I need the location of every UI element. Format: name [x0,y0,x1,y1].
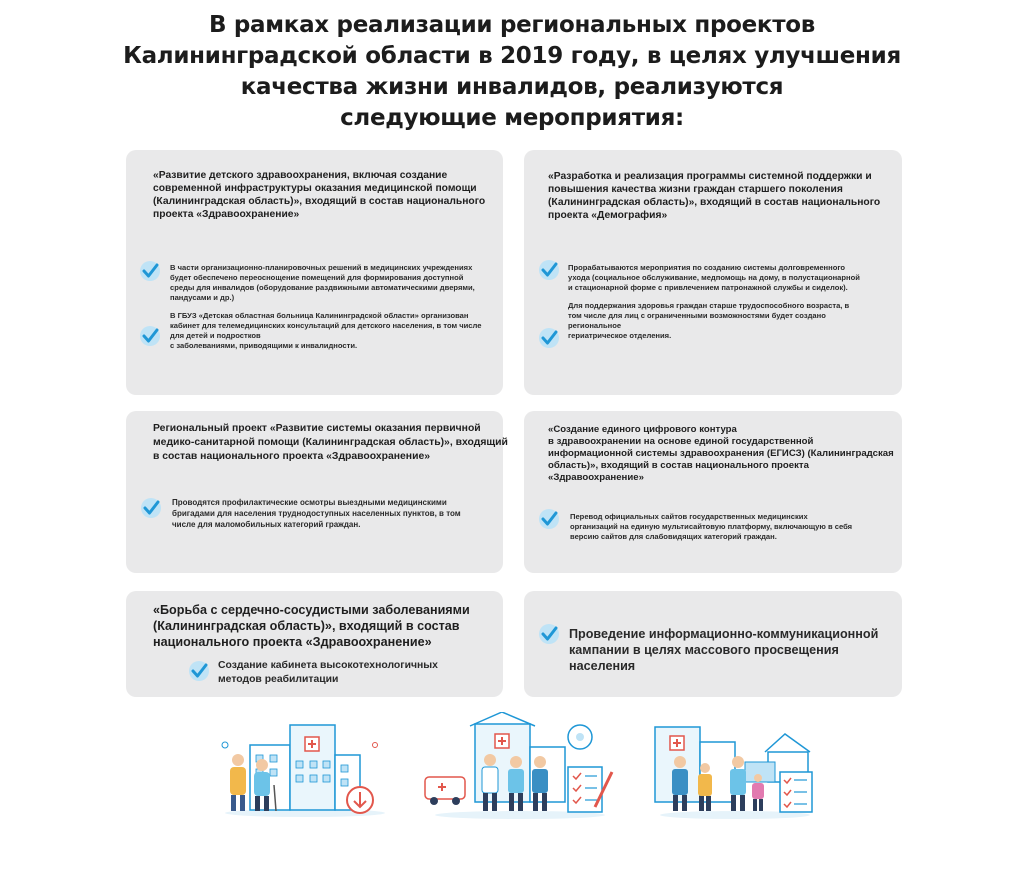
list-item: В части организационно-планировочных решений в медицинских учреждениях будет обеспечено переоснощение помещений для формирования доступной среды для инвалидов (оборудование раздвижными автоматическими дверями, пандусами и др.) [170,263,475,302]
checkmark-circle-icon [538,508,560,530]
checkmark-circle-icon [139,325,161,347]
card-heading: «Создание единого цифрового контура в здравоохранении на основе единой государственной информационной системы здравоохранения (ЕГИСЗ) (Калининградская область)», входящий в состав национального проекта «Здравоохранение» [548,424,894,483]
title-line-1: В рамках реализации региональных проектов [208,12,816,38]
card-child-healthcare [126,150,503,395]
checkmark-circle-icon [538,623,560,645]
card-heading: «Борьба с сердечно-сосудистыми заболеваниями (Калининградская область)», входящий в состав национального проекта «Здравоохранение» [153,603,470,649]
card-heading: «Развитие детского здравоохранения, включая создание современной инфраструктуры оказания медицинской помощи (Калининградская область)», входящий в состав национального проекта «Здравоохранение» [153,170,486,220]
hospital-elderly-illustration [210,715,390,820]
list-item: В ГБУЗ «Детская областная больница Калининградской области» организован кабинет для телемедицинских консультаций для детского населения, в том числе для детей и подростков с заболеваниями, приводящими к инвалидности. [170,311,482,350]
list-item: Перевод официальных сайтов государственных медицинских организаций на единую мультисайтовую платформу, включающую в себя версию сайтов для слабовидящих категорий граждан. [570,512,853,541]
checkmark-circle-icon [139,260,161,282]
checkmark-circle-icon [538,327,560,349]
card-digital-circuit [524,411,902,573]
medical-team-illustration [420,712,620,822]
title-line-4: следующие мероприятия: [340,105,684,131]
page-title [120,10,904,134]
title-line-3: качества жизни инвалидов, реализуются [240,74,784,100]
card-primary-care [126,411,508,573]
card-heading: Региональный проект «Развитие системы оказания первичной медико-санитарной помощи (Калининградская область)», входящий в состав национального проекта «Здравоохранение» [153,423,508,462]
list-item: Проведение информационно-коммуникационной кампании в целях массового просвещения населения [569,627,879,673]
list-item: Создание кабинета высокотехнологичных методов реабилитации [218,660,438,685]
card-demography [524,150,902,395]
list-item: Прорабатываются мероприятия по созданию системы долговременного ухода (социальное обслуживание, медпомощь на дому, в полустационарной и стационарной форме с привлечением патронажной службы и сиделок). Для поддержания здоровья граждан старше трудоспособного возраста, в том числе для лиц с ограниченными возможностями будет создано региональное гериатрическое отделения. [568,263,860,340]
family-services-illustration [650,712,820,822]
checkmark-circle-icon [140,497,162,519]
card-info-campaign [524,591,902,697]
card-cardiovascular [126,591,503,697]
card-heading: «Разработка и реализация программы системной поддержки и повышения качества жизни граждан старшего поколения (Калининградская область)», входящий в состав национального проекта «Демография» [548,171,881,221]
checkmark-circle-icon [188,660,210,682]
list-item: Проводятся профилактические осмотры выездными медицинскими бригадами для населения труднодоступных населенных пунктов, в том числе для маломобильных категорий граждан. [172,498,461,529]
title-line-2: Калининградской области в 2019 году, в целях улучшения [123,43,901,69]
checkmark-circle-icon [538,259,560,281]
